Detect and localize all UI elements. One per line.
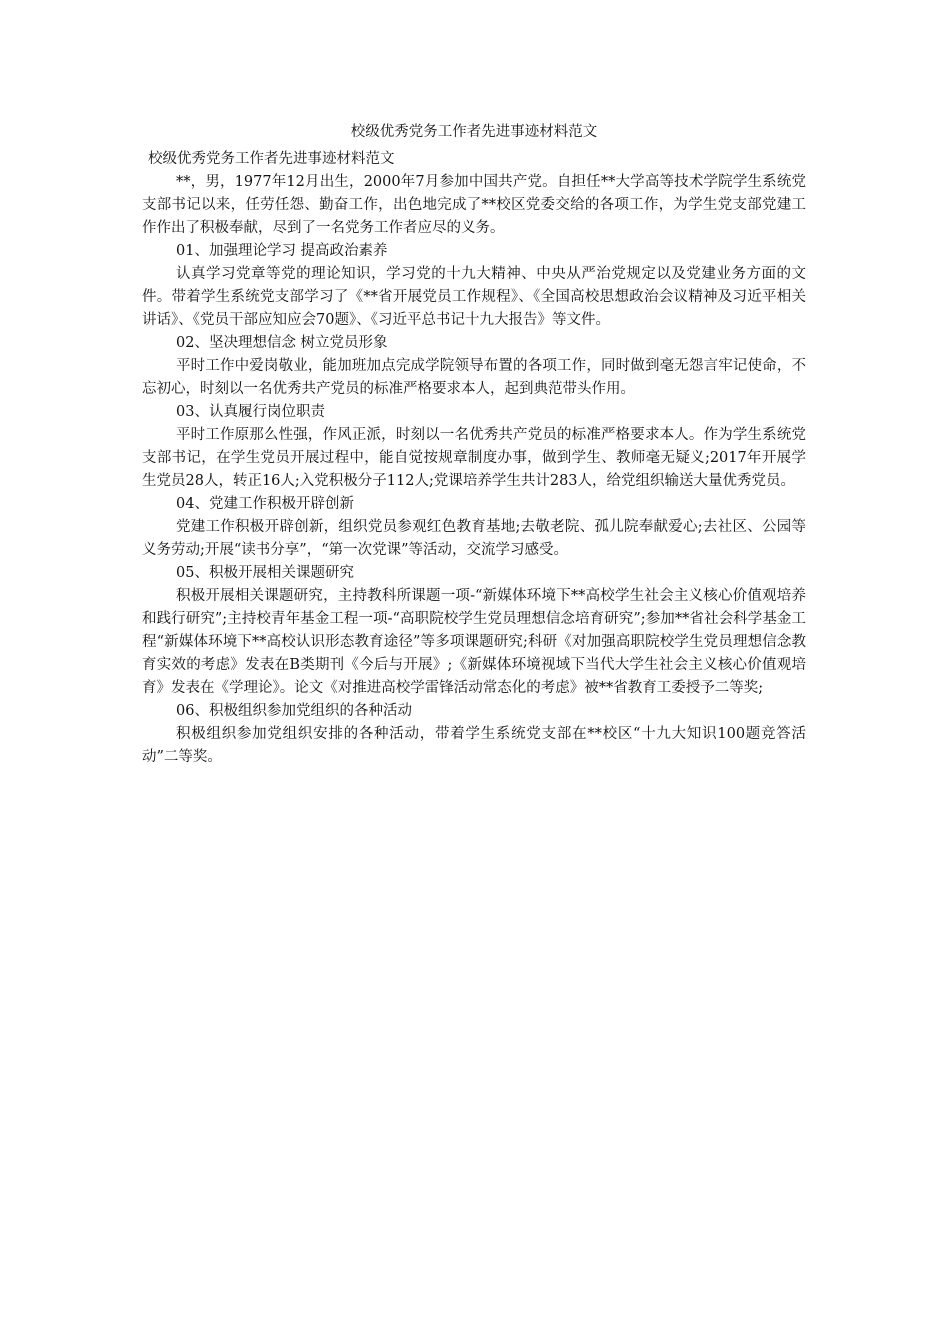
section-body-01: 认真学习党章等党的理论知识，学习党的十九大精神、中央从严治党规定以及党建业务方面的文件。带着学生系统党支部学习了《**省开展党员工作规程》、《全国高校思想政治会议精神及习近平相关讲话》、《党员干部应知应会70题》、《习近平总书记十九大报告》等文件。 (142, 266, 806, 328)
section-body-05: 积极开展相关课题研究，主持教科所课题一项-“新媒体环境下**高校学生社会主义核心价值观培养和践行研究”;主持校青年基金工程一项-“高职院校学生党员理想信念培育研究”;参加**省社会科学基金工程“新媒体环境下**高校认识形态教育途径”等多项课题研究;科研《对加强高职院校学生党员理想信念教育实效的考虑》发表在B类期刊《今后与开展》;《新媒体环境视域下当代大学生社会主义核心价值观培育》发表在《学理论》。论文《对推进高校学雷锋活动常态化的考虑》被**省教育工委授予二等奖; (142, 588, 806, 696)
section-heading-04: 04、党建工作积极开辟创新 (176, 496, 354, 512)
document-page (142, 121, 806, 769)
section-heading-01: 01、加强理论学习 提高政治素养 (176, 243, 388, 259)
section-body-03: 平时工作原那么性强，作风正派，时刻以一名优秀共产党员的标准严格要求本人。作为学生系统党支部书记，在学生党员开展过程中，能自觉按规章制度办事，做到学生、教师毫无疑义;2017年开展学生党员28人，转正16人;入党积极分子112人;党课培养学生共计283人，给党组织输送大量优秀党员。 (142, 427, 806, 489)
document-title: 校级优秀党务工作者先进事迹材料范文 (350, 124, 598, 140)
intro-paragraph: **，男，1977年12月出生，2000年7月参加中国共产党。自担任**大学高等技术学院学生系统党支部书记以来，任劳任怨、勤奋工作，出色地完成了**校区党委交给的各项工作，为学生党支部党建工作作出了积极奉献，尽到了一名党务工作者应尽的义务。 (142, 174, 806, 236)
section-body-02: 平时工作中爱岗敬业，能加班加点完成学院领导布置的各项工作，同时做到毫无怨言牢记使命，不忘初心，时刻以一名优秀共产党员的标准严格要求本人，起到典范带头作用。 (142, 358, 806, 397)
section-heading-05: 05、积极开展相关课题研究 (176, 565, 354, 581)
document-subtitle: 校级优秀党务工作者先进事迹材料范文 (148, 151, 395, 167)
section-body-04: 党建工作积极开辟创新，组织党员参观红色教育基地;去敬老院、孤儿院奉献爱心;去社区、公园等义务劳动;开展“读书分享”，“第一次党课”等活动，交流学习感受。 (142, 519, 806, 558)
section-body-06: 积极组织参加党组织安排的各种活动，带着学生系统党支部在**校区“十九大知识100题竞答活动”二等奖。 (142, 726, 806, 765)
section-heading-02: 02、坚决理想信念 树立党员形象 (176, 335, 388, 351)
section-heading-06: 06、积极组织参加党组织的各种活动 (176, 703, 412, 719)
section-heading-03: 03、认真履行岗位职责 (176, 404, 325, 420)
